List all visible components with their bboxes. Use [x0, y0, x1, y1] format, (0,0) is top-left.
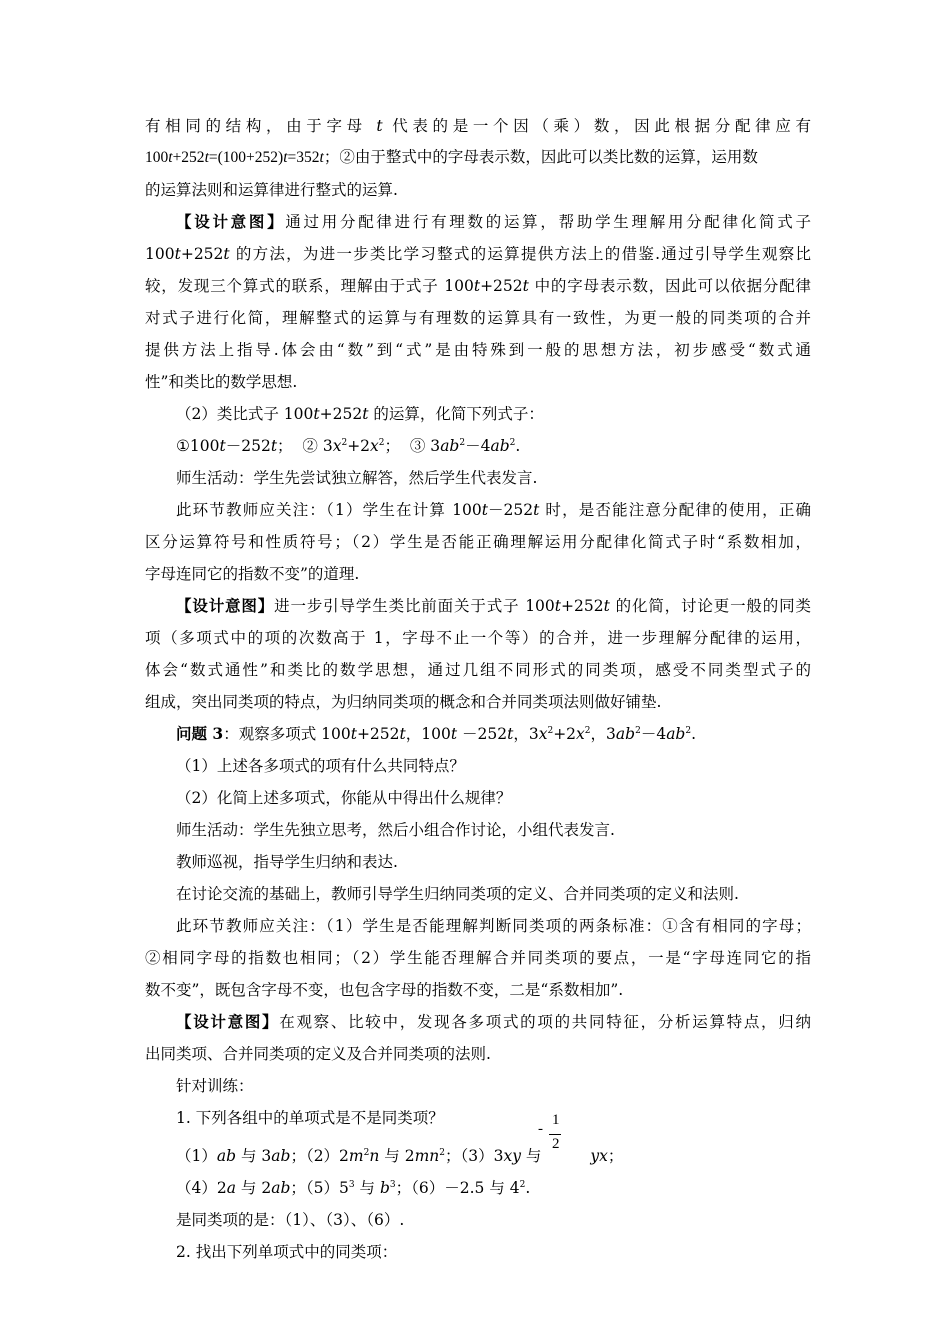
exercise-options: （1）ab 与 3ab；$(2)2m^2n$ 与 $2mn^2$；（3）3xy 与 yx； — [176, 1147, 624, 1165]
text-line: 组成，突出同类项的特点，为归纳同类项的概念和合并同类项法则做好铺垫. — [145, 693, 662, 711]
text-line: 的运算法则和运算律进行整式的运算. — [145, 181, 398, 199]
text-line: 教师巡视，指导学生归纳和表达. — [176, 853, 398, 871]
text-line: （1）上述各多项式的项有什么共同特点？ — [176, 757, 465, 775]
text-line: 此环节教师应关注：（1）学生是否能理解判断同类项的两条标准：①含有相同的字母； — [176, 917, 811, 935]
text-line: 数不变”，既包含字母不变，也包含字母的指数不变，二是“系数相加”. — [145, 981, 624, 999]
exercise-options: （4）2a 与 2ab；$(5)5^3$ 与 $b^3$；（6）－2.5 与 $4^2$. — [176, 1179, 531, 1197]
text-line: 师生活动：学生先独立思考，然后小组合作讨论，小组代表发言. — [176, 821, 615, 839]
text-line: 出同类项、合并同类项的定义及合并同类项的法则. — [145, 1045, 491, 1063]
text-line: 较，发现三个算式的联系，理解由于式子 100t+252t 中的字母表示数，因此可以依据分配律 — [145, 277, 811, 295]
text-line: 1. 下列各组中的单项式是不是同类项？ — [176, 1109, 444, 1127]
text-line: 提供方法上指导.体会由“数”到“式”是由特殊到一般的思想方法，初步感受“数式通 — [145, 341, 811, 359]
text-line: 针对训练： — [176, 1077, 254, 1095]
text-line: 对式子进行化简，理解整式的运算与有理数的运算具有一致性，为更一般的同类项的合并 — [145, 309, 811, 327]
text-line: （2）类比式子 100t+252t 的运算，化简下列式子： — [176, 405, 544, 423]
text-line: 有相同的结构，由于字母 t 代表的是一个因（乘）数，因此根据分配律应有 — [145, 117, 811, 135]
question-heading: 问题 3：观察多项式 100t+252t，100t －252t，$3x^2+2x^2$，$3ab^2-4ab^2$. — [176, 724, 697, 743]
text-line: 师生活动：学生先尝试独立解答，然后学生代表发言. — [176, 469, 538, 487]
design-intent-heading: 【设计意图】进一步引导学生类比前面关于式子 100t+252t 的化简，讨论更一般的同类 — [176, 596, 811, 615]
answer-line: 是同类项的是：（1）、（3）、（6）. — [176, 1211, 405, 1229]
text-line: 字母连同它的指数不变”的道理. — [145, 565, 360, 583]
text-line: 性”和类比的数学思想. — [145, 373, 298, 391]
text-line: 项（多项式中的项的次数高于 1，字母不止一个等）的合并，进一步理解分配律的运用， — [145, 629, 811, 647]
design-intent-heading: 【设计意图】通过用分配律进行有理数的运算，帮助学生理解用分配律化简式子 — [176, 212, 811, 231]
text-line: ②相同字母的指数也相同；（2）学生能否理解合并同类项的要点，一是“字母连同它的指 — [145, 949, 811, 967]
text-line: 体会“数式通性”和类比的数学思想，通过几组不同形式的同类项，感受不同类型式子的 — [145, 661, 811, 679]
text-line: 2. 找出下列单项式中的同类项： — [176, 1243, 398, 1261]
text-line: 此环节教师应关注：（1）学生在计算 100t－252t 时，是否能注意分配律的使用，正确 — [176, 501, 812, 519]
text-line: 100t+252t 的方法，为进一步类比学习整式的运算提供方法上的借鉴.通过引导学生观察比 — [145, 245, 811, 263]
fraction-minus-one-half: - 1 2 — [538, 1112, 560, 1152]
design-intent-heading: 【设计意图】在观察、比较中，发现各多项式的项的共同特征，分析运算特点，归纳 — [176, 1012, 811, 1031]
text-line: ①100t－252t； ② $3x^2+2x^2$； ③ $3ab^2-4ab^2$. — [176, 437, 521, 455]
text-line: （2）化简上述多项式，你能从中得出什么规律？ — [176, 789, 512, 807]
text-line: 在讨论交流的基础上，教师引导学生归纳同类项的定义、合并同类项的定义和法则. — [176, 885, 739, 903]
text-line: 100t+252t=(100+252)t=352t；②由于整式中的字母表示数，因此可以类比数的运算，运用数 — [145, 149, 758, 166]
text-line: 区分运算符号和性质符号；（2）学生是否能正确理解运用分配律化简式子时“系数相加， — [145, 533, 811, 551]
